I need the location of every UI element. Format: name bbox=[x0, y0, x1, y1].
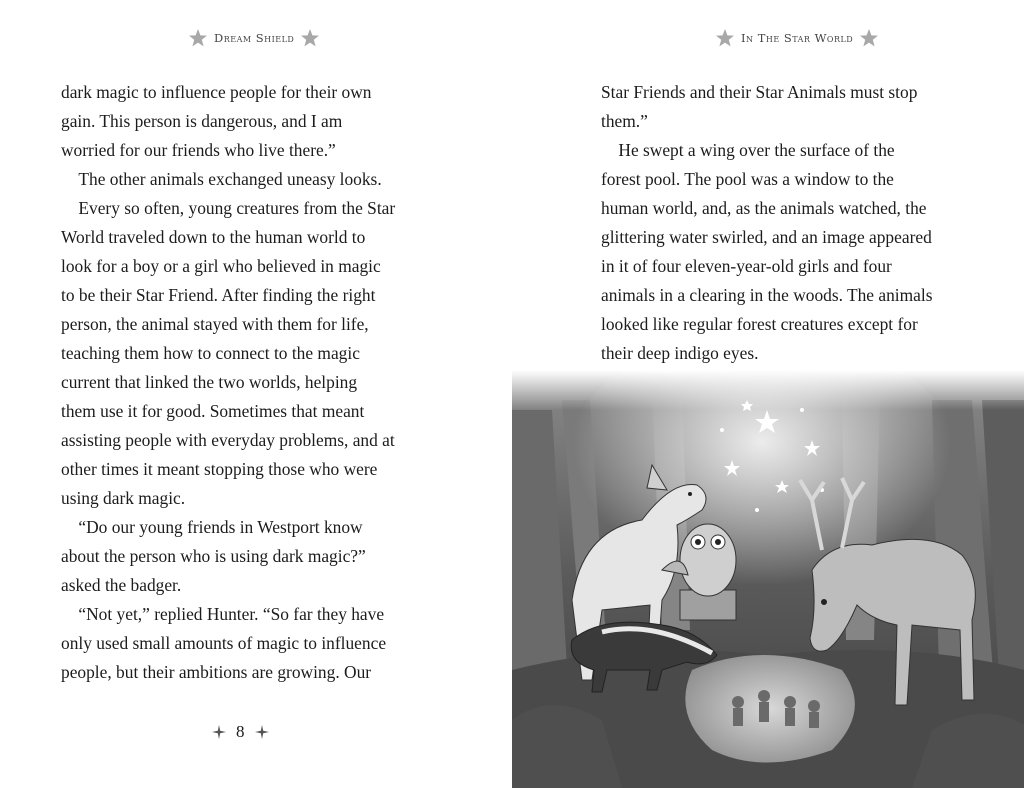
right-body-text bbox=[601, 78, 971, 368]
text-line: their deep indigo eyes. bbox=[601, 343, 759, 363]
text-line: glittering water swirled, and an image appeared bbox=[601, 227, 932, 247]
text-line: looked like regular forest creatures except for bbox=[601, 314, 918, 334]
text-line: “Do our young friends in Westport know bbox=[61, 517, 363, 537]
text-line: look for a boy or a girl who believed in magic bbox=[61, 256, 381, 276]
left-running-head bbox=[188, 28, 320, 48]
text-line: assisting people with everyday problems, and at bbox=[61, 430, 395, 450]
text-line: about the person who is using dark magic?” bbox=[61, 546, 366, 566]
text-line: He swept a wing over the surface of the bbox=[601, 140, 895, 160]
text-line: other times it meant stopping those who were bbox=[61, 459, 378, 479]
star-icon bbox=[715, 28, 735, 48]
text-line: animals in a clearing in the woods. The animals bbox=[601, 285, 933, 305]
text-line: teaching them how to connect to the magic bbox=[61, 343, 360, 363]
forest-pool bbox=[685, 655, 855, 763]
star-icon bbox=[300, 28, 320, 48]
sparkle-icon bbox=[212, 725, 226, 739]
text-line: dark magic to influence people for their own bbox=[61, 82, 372, 102]
running-head-title: In The Star World bbox=[741, 31, 854, 45]
text-line: them.” bbox=[601, 111, 648, 131]
text-line: person, the animal stayed with them for life, bbox=[61, 314, 369, 334]
sparkle-icon bbox=[255, 725, 269, 739]
text-line: asked the badger. bbox=[61, 575, 182, 595]
text-line: Every so often, young creatures from the Star bbox=[61, 198, 396, 218]
page-number bbox=[212, 722, 269, 742]
text-line: using dark magic. bbox=[61, 488, 186, 508]
right-page bbox=[512, 0, 1024, 788]
text-line: in it of four eleven-year-old girls and four bbox=[601, 256, 892, 276]
text-line: to be their Star Friend. After finding the right bbox=[61, 285, 376, 305]
star-icon bbox=[859, 28, 879, 48]
text-line: them use it for good. Sometimes that meant bbox=[61, 401, 365, 421]
text-line: forest pool. The pool was a window to the bbox=[601, 169, 894, 189]
right-running-head bbox=[715, 28, 879, 48]
text-line: current that linked the two worlds, helping bbox=[61, 372, 358, 392]
text-line: worried for our friends who live there.” bbox=[61, 140, 336, 160]
left-body-text bbox=[61, 78, 431, 687]
text-line: Star Friends and their Star Animals must stop bbox=[601, 82, 918, 102]
text-line: only used small amounts of magic to influence bbox=[61, 633, 387, 653]
text-line: World traveled down to the human world to bbox=[61, 227, 366, 247]
text-line: human world, and, as the animals watched, the bbox=[601, 198, 927, 218]
text-line: “Not yet,” replied Hunter. “So far they have bbox=[61, 604, 385, 624]
page-number-value: 8 bbox=[236, 722, 245, 741]
top-fade bbox=[512, 370, 1024, 410]
text-line: The other animals exchanged uneasy looks. bbox=[61, 169, 382, 189]
running-head-title: Dream Shield bbox=[214, 31, 295, 45]
star-icon bbox=[188, 28, 208, 48]
text-line: people, but their ambitions are growing. Our bbox=[61, 662, 372, 682]
text-line: gain. This person is dangerous, and I am bbox=[61, 111, 343, 131]
forest-pool-illustration bbox=[512, 370, 1024, 788]
